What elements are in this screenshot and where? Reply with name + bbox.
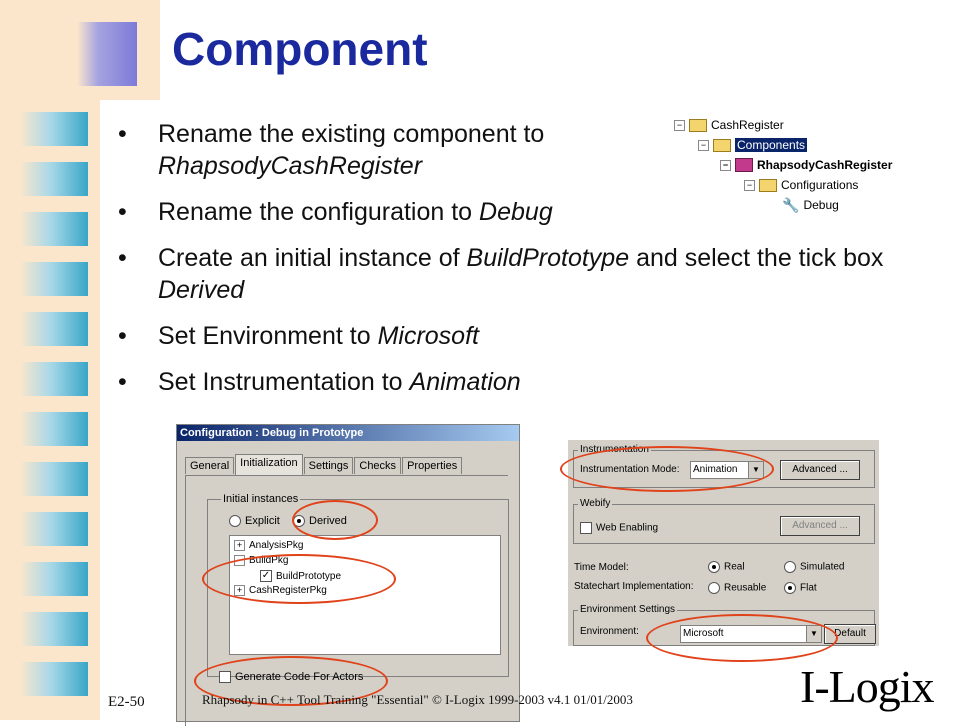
decor-tab (20, 462, 88, 496)
tree-node-components[interactable]: − Components (698, 136, 807, 154)
collapse-icon[interactable]: − (744, 180, 755, 191)
bullet-item: • Set Instrumentation to Animation (118, 368, 521, 396)
collapse-icon[interactable]: − (698, 140, 709, 151)
decor-tab (20, 312, 88, 346)
collapse-icon[interactable]: − (674, 120, 685, 131)
chevron-down-icon[interactable]: ▼ (806, 626, 821, 642)
radio-derived[interactable]: Derived (293, 515, 347, 527)
chevron-down-icon[interactable]: ▼ (748, 462, 763, 478)
bullet-item: • Rename the configuration to Debug (118, 198, 553, 226)
annotation-oval (646, 614, 838, 662)
wrench-icon: 🔧 (782, 196, 800, 213)
decor-tab (20, 262, 88, 296)
decor-square (77, 22, 137, 86)
decor-tab (20, 612, 88, 646)
tree-node-component[interactable]: − RhapsodyCashRegister (720, 156, 892, 174)
instrumentation-mode-select[interactable]: Animation ▼ (690, 461, 764, 479)
decor-tab (20, 562, 88, 596)
list-item[interactable]: + CashRegisterPkg (234, 585, 327, 596)
slide-title: Component (172, 23, 428, 75)
radio-icon (229, 515, 241, 527)
group-label: Webify (580, 498, 611, 509)
decor-tab (20, 662, 88, 696)
annotation-oval (292, 500, 378, 540)
tab-properties[interactable]: Properties (402, 457, 462, 474)
collapse-icon[interactable]: − (234, 555, 245, 566)
annotation-oval (202, 554, 396, 604)
decor-tab (20, 412, 88, 446)
tab-general[interactable]: General (185, 457, 234, 474)
dialog-title: Configuration : Debug in Prototype (177, 425, 519, 441)
group-label: Instrumentation (580, 444, 649, 455)
tab-settings[interactable]: Settings (304, 457, 354, 474)
generate-actors-checkbox[interactable]: Generate Code For Actors (219, 671, 363, 683)
list-item[interactable]: ✓ BuildPrototype (261, 570, 342, 582)
list-item[interactable]: + AnalysisPkg (234, 540, 303, 551)
group-label: Environment Settings (580, 604, 676, 615)
environment-label: Environment: (580, 626, 639, 637)
bullet-item: • Create an initial instance of BuildPrototype and select the tick box Derived (118, 244, 884, 304)
collapse-icon[interactable]: − (720, 160, 731, 171)
radio-flat[interactable]: Flat (784, 582, 817, 594)
radio-icon (708, 582, 720, 594)
tree-node-debug[interactable]: 🔧 Debug (782, 196, 839, 213)
slide-number: E2-50 (108, 694, 145, 710)
decor-tab (20, 112, 88, 146)
radio-icon (784, 561, 796, 573)
instrumentation-mode-label: Instrumentation Mode: (580, 464, 680, 475)
web-enabling-checkbox[interactable]: Web Enabling (580, 522, 658, 534)
decor-tab (20, 362, 88, 396)
radio-real[interactable]: Real (708, 561, 745, 573)
decor-tab (20, 512, 88, 546)
footer-text: Rhapsody in C++ Tool Training "Essential" © I-Logix 1999-2003 v4.1 01/01/2003 (202, 692, 633, 707)
annotation-oval (560, 446, 774, 492)
bullet-item: • Set Environment to Microsoft (118, 322, 479, 350)
ilogix-logo: I-Logix (800, 661, 934, 712)
tree-node-configurations[interactable]: − Configurations (744, 176, 858, 194)
group-label: Initial instances (223, 493, 299, 505)
advanced-button[interactable]: Advanced ... (780, 460, 860, 480)
bullet-item: • Rename the existing component to RhapsodyCashRegister (118, 120, 545, 180)
decor-tab (20, 162, 88, 196)
expand-icon[interactable]: + (234, 585, 245, 596)
tab-strip (185, 457, 463, 478)
decor-tab (20, 212, 88, 246)
tree-node-root[interactable]: − CashRegister (674, 116, 784, 134)
radio-explicit[interactable]: Explicit (229, 515, 280, 527)
folder-icon (759, 179, 777, 192)
component-tree (670, 114, 960, 224)
radio-simulated[interactable]: Simulated (784, 561, 844, 573)
advanced-button-disabled: Advanced ... (780, 516, 860, 536)
checkbox-checked[interactable]: ✓ (261, 570, 271, 581)
time-model-label: Time Model: (574, 562, 629, 573)
radio-icon (784, 582, 796, 594)
tab-initialization[interactable]: Initialization (235, 454, 302, 475)
folder-icon (689, 119, 707, 132)
radio-reusable[interactable]: Reusable (708, 582, 766, 594)
checkbox-icon (580, 522, 592, 534)
tab-checks[interactable]: Checks (354, 457, 401, 474)
expand-icon[interactable]: + (234, 540, 245, 551)
list-item[interactable]: − BuildPkg (234, 555, 288, 566)
component-icon (735, 158, 753, 172)
statechart-label: Statechart Implementation: (574, 581, 694, 592)
folder-icon (713, 139, 731, 152)
environment-select[interactable]: Microsoft ▼ (680, 625, 822, 643)
default-button[interactable]: Default (824, 624, 876, 644)
radio-icon (708, 561, 720, 573)
